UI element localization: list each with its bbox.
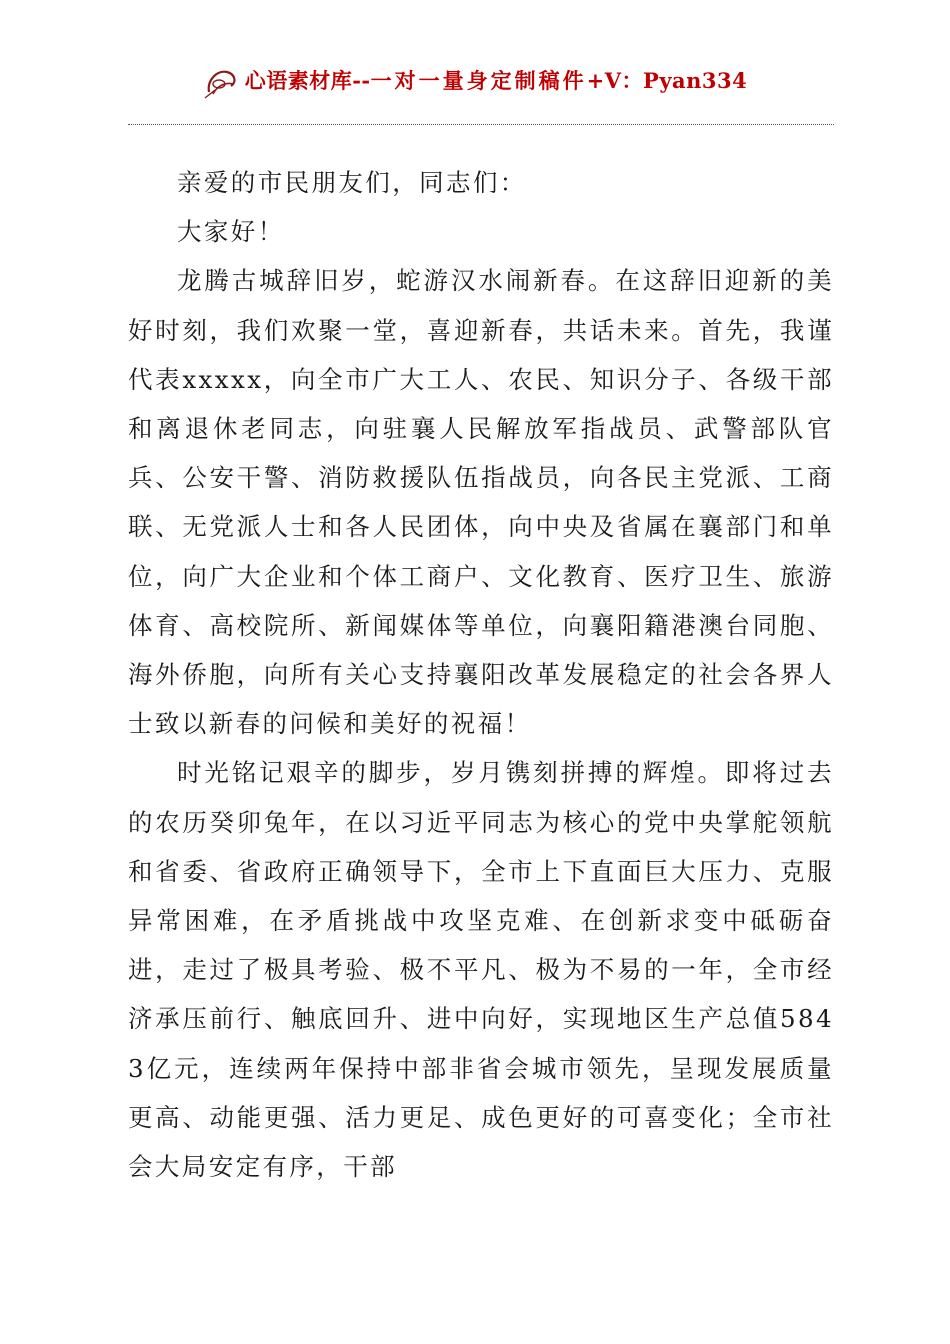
paragraph-1: 龙腾古城辞旧岁，蛇游汉水闹新春。在这辞旧迎新的美好时刻，我们欢聚一堂，喜迎新春，共话未来。首先，我谨代表xxxxx，向全市广大工人、农民、知识分子、各级干部和离退休老同志，向驻襄人民解放军指战员、武警部队官兵、公安干警、消防救援队伍指战员，向各民主党派、工商联、无党派人士和各人民团体，向中央及省属在襄部门和单位，向广大企业和个体工商户、文化教育、医疗卫生、旅游体育、高校院所、新闻媒体等单位，向襄阳籍港澳台同胞、海外侨胞，向所有关心支持襄阳改革发展稳定的社会各界人士致以新春的问候和美好的祝福！ [128,266,834,739]
brand-name: 心语素材库 [244,68,353,93]
header-divider [128,124,834,125]
brand-logo-icon [203,62,243,102]
header-title [245,65,748,95]
contact-id: Pyan334 [643,68,748,93]
paragraph-2: 时光铭记艰辛的脚步，岁月镌刻拼搏的辉煌。即将过去的农历癸卯兔年，在以习近平同志为核心的党中央掌舵领航和省委、省政府正确领导下，全市上下直面巨大压力、克服异常困难，在矛盾挑战中攻坚克难、在创新求变中砥砺奋进，走过了极具考验、极不平凡、极为不易的一年，全市经济承压前行、触底回升、进中向好，实现地区生产总值5843亿元，连续两年保持中部非省会城市领先，呈现发展质量更高、动能更强、活力更足、成色更好的可喜变化；全市社会大局安定有序，干部 [128,758,834,1182]
greeting-line: 亲爱的市民朋友们，同志们： [177,168,527,197]
header-slogan: 一对一量身定制稿件 [370,68,587,93]
header-separator: -- [352,68,371,93]
page-header [0,58,950,102]
document-body [128,158,834,1191]
hello-line: 大家好！ [177,217,285,247]
contact-prefix: +V： [586,68,644,93]
